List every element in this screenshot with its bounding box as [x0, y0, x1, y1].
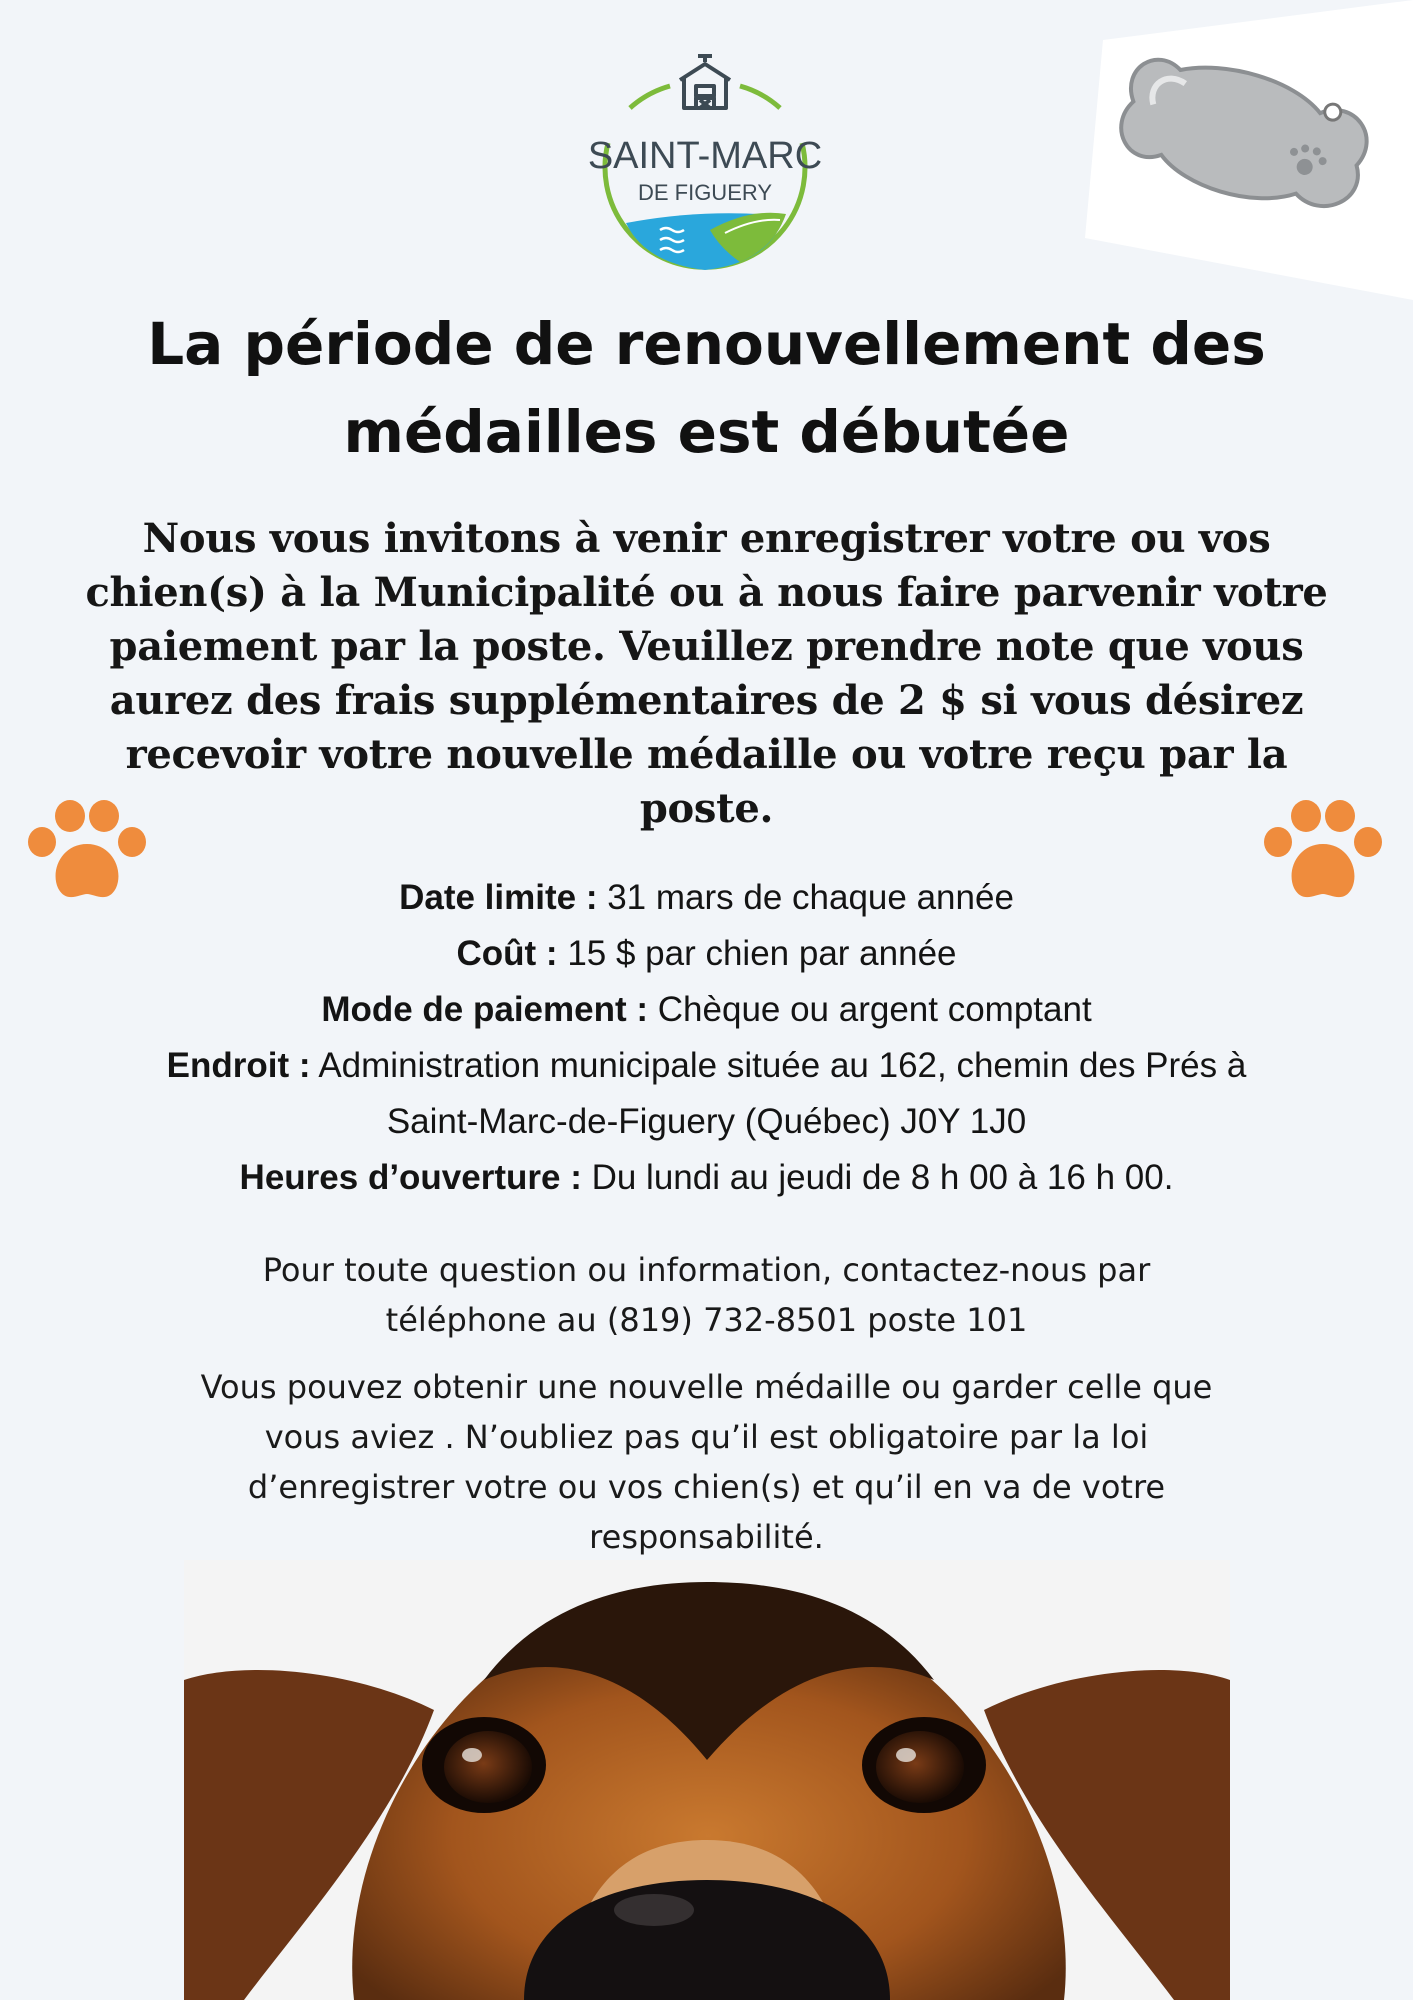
intro-paragraph: Nous vous invitons à venir enregistrer votre ou vos chien(s) à la Municipalité ou à nous faire parvenir votre paiement par la poste. Veuillez prendre note que vous aurez des frais supplémentaires de 2 $ si vous désirez recevoir votre nouvelle médaille ou votre reçu par la poste. [85, 515, 1328, 832]
bone-tag-photo [1075, 0, 1413, 330]
detail-location: Endroit : Administration municipale située au 162, chemin des Prés à Saint-Marc-de-Figuery (Québec) J0Y 1J0 [166, 1046, 1247, 1141]
detail-hours: Heures d’ouverture : Du lundi au jeudi de 8 h 00 à 16 h 00. [239, 1158, 1174, 1197]
dog-photo [184, 1560, 1230, 2000]
water-field-icon [626, 213, 786, 270]
details-block [100, 870, 1313, 1206]
note-paragraph: Vous pouvez obtenir une nouvelle médaille ou garder celle que vous aviez . N’oubliez pas qu’il est obligatoire par la loi d’enregistrer votre ou vos chien(s) et qu’il en va de votre responsabilité. [200, 1368, 1213, 1556]
detail-cost: Coût : 15 $ par chien par année [456, 934, 957, 973]
detail-deadline: Date limite : 31 mars de chaque année [399, 878, 1014, 917]
page-title: La période de renouvellement des médailles est débutée [147, 310, 1266, 466]
logo-line2: DE FIGUERY [637, 180, 773, 205]
contact-paragraph: Pour toute question ou information, contactez-nous par téléphone au (819) 732-8501 poste 101 [262, 1251, 1151, 1339]
municipality-logo [560, 48, 850, 288]
barn-icon [680, 54, 730, 108]
detail-payment: Mode de paiement : Chèque ou argent comptant [321, 990, 1092, 1029]
logo-line1: SAINT-MARC [587, 135, 823, 177]
